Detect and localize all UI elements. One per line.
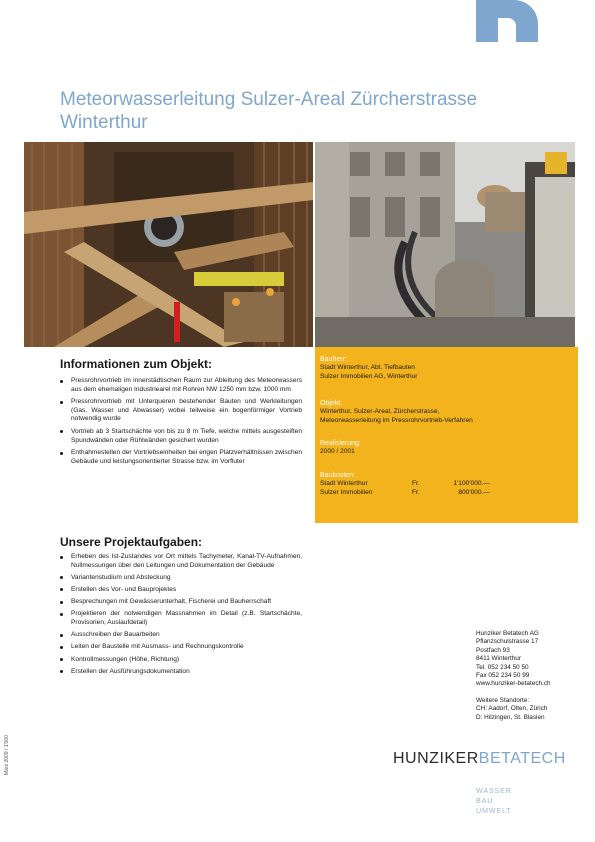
- realization-value: 2000 / 2001: [320, 448, 355, 455]
- object-line: Winterthur, Sulzer-Areal, Zürcherstrasse,: [320, 408, 440, 415]
- logo-text-part2: BETATECH: [478, 750, 566, 767]
- costs-label: Baukosten:: [320, 472, 356, 479]
- title-line-1: Meteorwasserleitung Sulzer-Areal Zürcherstrasse: [60, 89, 478, 110]
- title-line-2: Winterthur: [60, 112, 148, 133]
- street-pipe-photo: [315, 142, 575, 347]
- fax-line: Fax 052 234 50 99: [476, 672, 530, 680]
- bullet-icon: [60, 556, 63, 559]
- contact-block: [476, 630, 586, 722]
- bullet-icon: [60, 380, 63, 383]
- construction-shaft-photo: [24, 142, 313, 347]
- info-list: [60, 377, 302, 470]
- bullet-icon: [60, 430, 63, 433]
- realization-label: Realisierung:: [320, 440, 361, 447]
- phone-line: Tel. 052 234 50 50: [476, 663, 529, 671]
- logo-mark-icon: [476, 0, 538, 42]
- tagline: WASSER BAU UMWELT: [476, 786, 512, 815]
- company-name: Hunziker Betatech AG: [476, 630, 539, 637]
- tasks-heading: Unsere Projektaufgaben:: [60, 535, 203, 549]
- list-item: Besprechungen mit Gewässerunterhalt, Fischerei und Bauherrschaft: [60, 598, 302, 607]
- object-line: Meteorwasserleitung im Pressrohrvortrieb-Verfahren: [320, 416, 473, 424]
- list-item: Erheben des Ist-Zustandes vor Ort mittels Tachymeter, Kanal-TV-Aufnahmen, Nullmessungen über den Leitungen und Dokumentation der Gebäude: [60, 553, 302, 570]
- list-item: Enthahmestellen der Vortriebseinheiten bei engen Platzverhältnissen zwischen Gebäude und leistungsorientierter Strasse bzw. im Vorfluter: [60, 449, 302, 466]
- bullet-icon: [60, 634, 63, 637]
- list-item: Variantenstudium und Absteckung: [60, 574, 302, 583]
- other-locations-label: Weitere Standorte:: [476, 696, 530, 704]
- address-line: 8411 Winterthur: [476, 655, 521, 663]
- project-details-box: [315, 347, 578, 523]
- bullet-icon: [60, 658, 63, 661]
- cost-row: Sulzer Immobilien Fr. 800'000.—: [320, 488, 490, 496]
- page-title: [60, 88, 560, 134]
- client-block: [320, 355, 570, 381]
- client-line: Stadt Winterthur, Abt. Tiefbauten: [320, 364, 415, 371]
- company-logo: [393, 750, 566, 770]
- list-item: Pressrohrvortrieb mit Unterqueren bestehender Bauten und Werkleitungen (Gas, Wasser und Abwasser) wobei teilweise ein bogenförmiger Vortrieb notwendig wurde: [60, 398, 302, 424]
- list-item: Erstellen des Vor- und Bauprojektes: [60, 586, 302, 595]
- bullet-icon: [60, 613, 63, 616]
- website-link[interactable]: www.hunziker-betatech.ch: [476, 680, 551, 688]
- object-block: [320, 399, 570, 425]
- bullet-icon: [60, 588, 63, 591]
- realization-block: [320, 439, 570, 457]
- info-heading: Informationen zum Objekt:: [60, 357, 213, 371]
- bullet-icon: [60, 452, 63, 455]
- list-item: Erstellen der Ausführungsdokumentation: [60, 668, 302, 677]
- location-line: D: Hilzingen, St. Blasien: [476, 713, 545, 721]
- list-item: Ausschreiben der Bauarbeiten: [60, 631, 302, 640]
- list-item: Pressrohrvortrieb im innerstädtischen Raum zur Ableitung des Meteorwassers aus dem ehemaligen Industriearel mit Rohren NW 1250 mm bzw. 1000 mm: [60, 377, 302, 394]
- cost-row: Stadt Winterthur Fr. 1'100'000.—: [320, 480, 490, 487]
- logo-text-part1: HUNZIKER: [393, 750, 479, 767]
- tasks-list: [60, 553, 302, 680]
- list-item: Projektieren der notwendigen Massnahmen im Detail (z.B. Startschächte, Provisorien, Auslaufdetail): [60, 610, 302, 627]
- bullet-icon: [60, 670, 63, 673]
- list-item: Kontrollmessungen (Höhe, Richtung): [60, 656, 302, 665]
- bullet-icon: [60, 576, 63, 579]
- list-item: Leiten der Baustelle mit Ausmass- und Rechnungskontrolle: [60, 643, 302, 652]
- bullet-icon: [60, 601, 63, 604]
- address-line: Postfach 93: [476, 646, 510, 654]
- client-label: Bauherr:: [320, 356, 347, 363]
- costs-block: [320, 471, 570, 497]
- object-label: Objekt:: [320, 400, 343, 407]
- address-line: Pflanzschulstrasse 17: [476, 638, 539, 646]
- client-line: Sulzer Immobilien AG, Winterthur: [320, 372, 418, 380]
- list-item: Vortrieb ab 3 Startschächte von bis zu 8 m Tiefe, welche mittels ausgesteiften Spundwänden oder Rühlwänden gesichert wurden: [60, 428, 302, 445]
- bullet-icon: [60, 401, 63, 404]
- location-line: CH: Aadorf, Olten, Zürich: [476, 705, 548, 713]
- bullet-icon: [60, 646, 63, 649]
- print-code: März 2009 / 1'000: [4, 735, 10, 775]
